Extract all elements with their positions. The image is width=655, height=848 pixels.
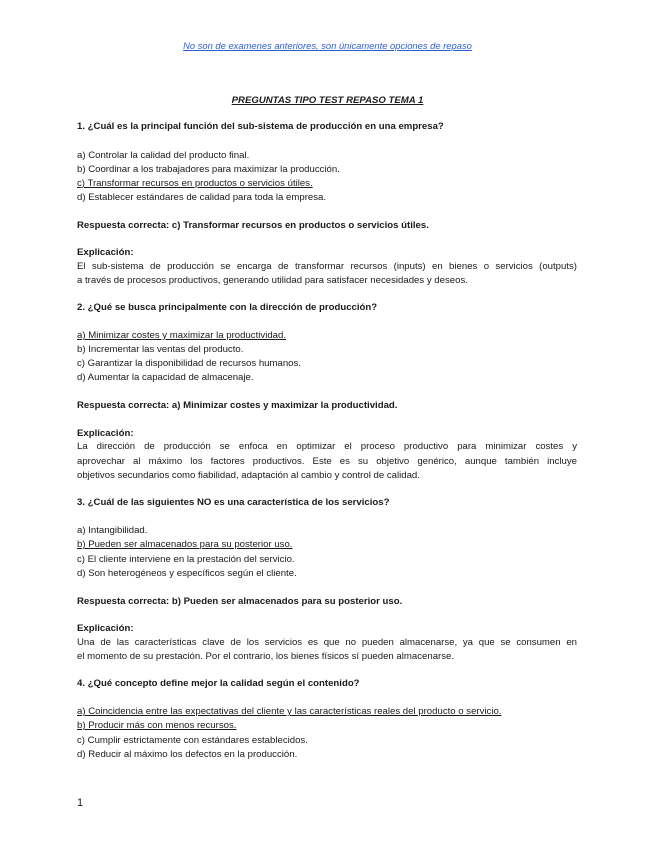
q2-explanation-label: Explicación:	[77, 428, 134, 439]
q2-explanation-line: aprovechar al máximo los factores productivos. Este es su objetivo genérico, aunque también incluye	[77, 456, 577, 467]
q1-explanation-label: Explicación:	[77, 247, 134, 258]
question-3: 3. ¿Cuál de las siguientes NO es una característica de los servicios?	[77, 497, 390, 508]
q3-option-c: c) El cliente interviene en la prestación del servicio.	[77, 554, 295, 565]
q4-option-c: c) Cumplir estrictamente con estándares establecidos.	[77, 735, 308, 746]
q1-option-c: c) Transformar recursos en productos o servicios útiles.	[77, 178, 313, 189]
q3-explanation-line: Una de las características clave de los servicios es que no pueden almacenarse, ya que se consumen en	[77, 637, 577, 648]
header-note-link[interactable]: No son de examenes anteriores, son únicamente opciones de repaso	[183, 40, 472, 51]
q2-option-d: d) Aumentar la capacidad de almacenaje.	[77, 372, 254, 383]
q2-explanation-line: La dirección de producción se enfoca en optimizar el proceso productivo para minimizar costes y	[77, 441, 577, 452]
page-title: PREGUNTAS TIPO TEST REPASO TEMA 1	[231, 95, 424, 106]
q4-option-a: a) Coincidencia entre las expectativas del cliente y las características reales del producto o servicio.	[77, 706, 502, 717]
q4-option-b: b) Producir más con menos recursos.	[77, 720, 237, 731]
q4-option-d: d) Reducir al máximo los defectos en la producción.	[77, 749, 298, 760]
q1-option-a: a) Controlar la calidad del producto final.	[77, 150, 250, 161]
question-1: 1. ¿Cuál es la principal función del sub-sistema de producción en una empresa?	[77, 121, 444, 132]
q2-answer: Respuesta correcta: a) Minimizar costes y maximizar la productividad.	[77, 400, 398, 411]
q3-option-d: d) Son heterogéneos y específicos según el cliente.	[77, 568, 297, 579]
question-4: 4. ¿Qué concepto define mejor la calidad según el contenido?	[77, 678, 360, 689]
q3-answer: Respuesta correcta: b) Pueden ser almacenados para su posterior uso.	[77, 596, 403, 607]
q1-explanation-line: a través de procesos productivos, generando utilidad para satisfacer necesidades y deseos.	[77, 275, 468, 286]
q2-option-c: c) Garantizar la disponibilidad de recursos humanos.	[77, 358, 301, 369]
q2-option-b: b) Incrementar las ventas del producto.	[77, 344, 244, 355]
q1-option-d: d) Establecer estándares de calidad para toda la empresa.	[77, 192, 327, 203]
question-2: 2. ¿Qué se busca principalmente con la dirección de producción?	[77, 302, 378, 313]
page-number: 1	[77, 797, 84, 809]
q2-option-a: a) Minimizar costes y maximizar la productividad.	[77, 330, 286, 341]
q2-explanation-line: objetivos secundarios como fiabilidad, adaptación al cambio y control de calidad.	[77, 470, 420, 481]
q3-option-a: a) Intangibilidad.	[77, 525, 148, 536]
q3-option-b: b) Pueden ser almacenados para su posterior uso.	[77, 539, 293, 550]
q1-explanation-line: El sub-sistema de producción se encarga de transformar recursos (inputs) en bienes o servicios (outputs)	[77, 261, 577, 272]
q3-explanation-label: Explicación:	[77, 623, 134, 634]
q1-option-b: b) Coordinar a los trabajadores para maximizar la producción.	[77, 164, 340, 175]
q1-answer: Respuesta correcta: c) Transformar recursos en productos o servicios útiles.	[77, 220, 429, 231]
q3-explanation-line: el momento de su prestación. Por el contrario, los bienes físicos sí pueden almacenarse.	[77, 651, 455, 662]
